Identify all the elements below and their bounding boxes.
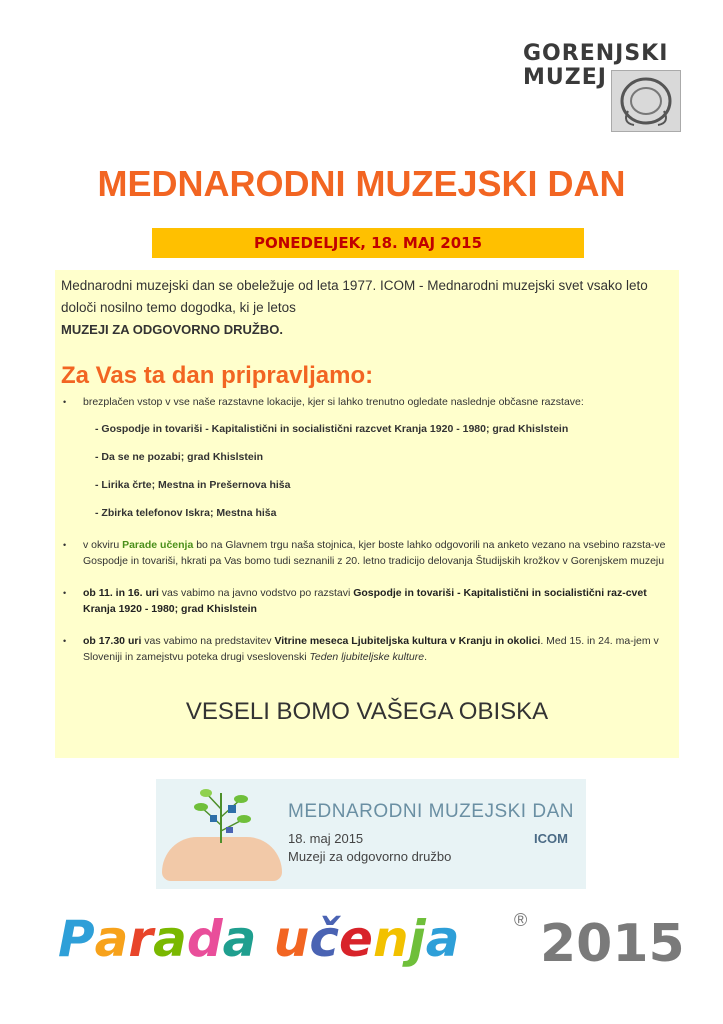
parade-name: Parade učenja: [122, 539, 194, 551]
plant-icon: [186, 785, 256, 845]
presentation-text: vas vabimo na predstavitev: [141, 635, 275, 647]
intro-theme: MUZEJI ZA ODGOVORNO DRUŽBO.: [61, 322, 283, 337]
logo-line2: MUZEJ: [523, 65, 607, 90]
program-heading: Za Vas ta dan pripravljamo:: [61, 362, 374, 389]
museum-day-banner: [156, 779, 586, 889]
tour-exhibition: Gospodje in tovariši - Kapitalistični in socialistični raz-cvet Kranja 1920 - 1980; grad Khislstein: [83, 587, 647, 615]
parada-letter: r: [128, 910, 154, 968]
parada-letter: a: [222, 910, 257, 968]
list-item: [61, 537, 673, 569]
content-panel: [55, 270, 679, 758]
program-list: [61, 394, 673, 665]
logo-emblem-icon: [611, 70, 681, 132]
bullet-icon: •: [63, 540, 67, 550]
list-item: [61, 585, 673, 617]
parada-letter: č: [309, 910, 340, 968]
parada-letter: [256, 910, 273, 968]
event-date: PONEDELJEK, 18. MAJ 2015: [152, 228, 584, 258]
list-item: [61, 394, 673, 410]
tour-text: vas vabimo na javno vodstvo po razstavi: [158, 587, 354, 599]
bullet-icon: •: [63, 397, 67, 407]
parada-word: [58, 910, 459, 968]
registered-mark: ®: [514, 910, 528, 930]
gorenjski-muzej-logo: [523, 42, 681, 132]
presentation-text-post: . Med 15. in 24. ma-jem v Sloveniji in zamejstvu poteka drugi vseslovenski: [83, 635, 659, 663]
presentation-time: ob 17.30 uri: [83, 635, 142, 647]
banner-date: 18. maj 2015: [288, 831, 364, 846]
parada-letter: a: [153, 910, 187, 968]
parada-letter: n: [372, 910, 409, 968]
icom-text: ICOM: [534, 831, 568, 846]
logo-line1: GORENJSKI: [523, 41, 669, 66]
culture-week-name: Teden ljubiteljske kulture: [309, 651, 425, 663]
parada-ucenja-logo: [58, 910, 688, 980]
parada-letter: e: [339, 910, 373, 968]
exhibition-item: - Da se ne pozabi; grad Khislstein: [95, 451, 264, 463]
bullet-icon: •: [63, 636, 67, 646]
intro-text: Mednarodni muzejski dan se obeležuje od leta 1977. ICOM - Mednarodni muzejski svet vsako leto določi nosilno temo dogodka, ki je letos: [61, 278, 648, 315]
exhibition-item: - Lirika črte; Mestna in Prešernova hiša: [95, 479, 291, 491]
parada-letter: P: [58, 910, 95, 968]
vitrine-name: Vitrine meseca Ljubiteljska kultura v Kranju in okolici: [274, 635, 541, 647]
page-title: MEDNARODNI MUZEJSKI DAN: [97, 163, 626, 204]
icom-logo: [528, 831, 574, 873]
parade-text-post: bo na Glavnem trgu naša stojnica, kjer boste lahko odgovorili na anketo vezano na vsebino razsta-ve Gospodje in tovariši, hkrati pa Vas bomo tudi seznanili z 20. letno tradicijo delovanja Študijskih krožkov v Gorenjskem muzeju: [83, 539, 666, 567]
parada-letter: a: [94, 910, 129, 968]
parada-letter: u: [273, 910, 310, 968]
banner-title: MEDNARODNI MUZEJSKI DAN: [288, 801, 574, 822]
parade-text-pre: v okviru: [83, 539, 123, 551]
welcome-text: VESELI BOMO VAŠEGA OBISKA: [185, 698, 549, 725]
intro-paragraph: [61, 275, 671, 341]
exhibition-item: - Zbirka telefonov Iskra; Mestna hiša: [95, 507, 277, 519]
list-item: [61, 633, 673, 665]
parada-letter: d: [186, 910, 223, 968]
parada-letter: j: [408, 910, 426, 968]
tour-time: ob 11. in 16. uri: [83, 587, 159, 599]
parada-year: 2015: [540, 914, 685, 974]
exhibition-item: - Gospodje in tovariši - Kapitalistični in socialistični razcvet Kranja 1920 - 1980; grad Khislstein: [95, 423, 569, 435]
parada-letter: a: [425, 910, 460, 968]
free-entry-text: brezplačen vstop v vse naše razstavne lokacije, kjer si lahko trenutno ogledate naslednje občasne razstave:: [83, 396, 584, 408]
presentation-end: .: [424, 651, 427, 663]
banner-theme: Muzeji za odgovorno družbo: [288, 849, 452, 864]
bullet-icon: •: [63, 588, 67, 598]
